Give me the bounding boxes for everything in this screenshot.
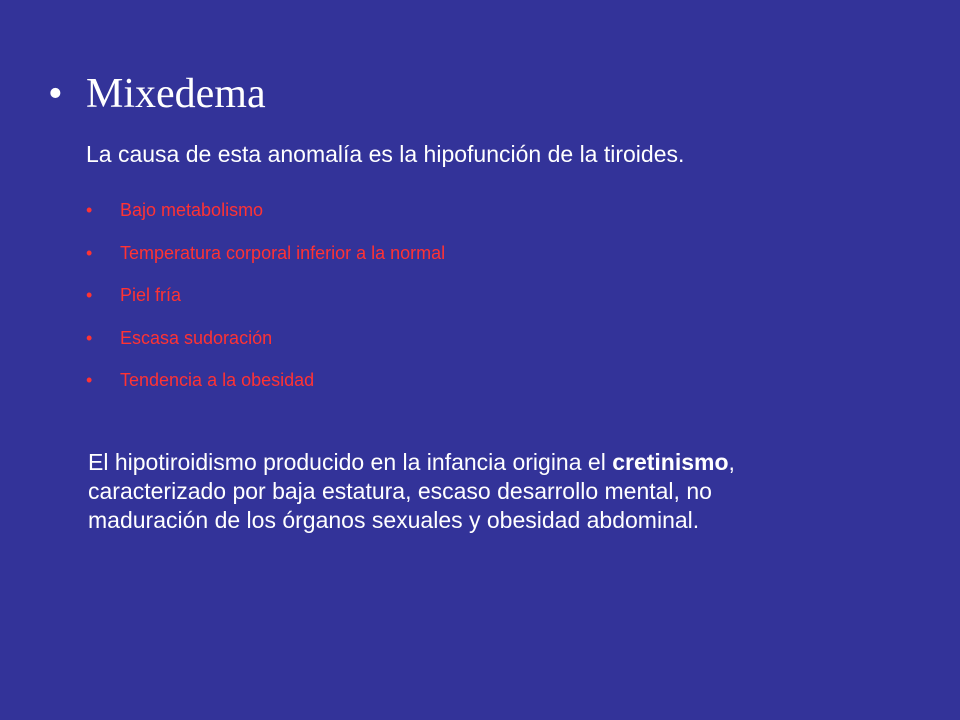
list-item-text: Escasa sudoración — [120, 327, 273, 348]
list-item — [86, 281, 445, 324]
list-bullet: • — [86, 285, 93, 305]
paragraph-line: maduración de los órganos sexuales y obesidad abdominal. — [88, 507, 700, 533]
paragraph-line: caracterizado por baja estatura, escaso desarrollo mental, no — [88, 478, 712, 504]
list-bullet: • — [86, 242, 93, 263]
list-item — [86, 324, 445, 367]
symptoms-list — [86, 196, 445, 409]
list-item — [86, 196, 445, 239]
list-item-text: Piel fría — [120, 285, 182, 305]
list-item-text: Bajo metabolismo — [120, 200, 264, 220]
list-bullet: • — [86, 370, 93, 390]
subtitle: La causa de esta anomalía es la hipofunción de la tiroides. — [86, 141, 685, 167]
paragraph-text: , — [728, 449, 735, 475]
list-bullet: • — [86, 327, 93, 348]
highlighted-term: cretinismo — [612, 449, 729, 475]
cretinism-paragraph — [88, 448, 888, 535]
slide-title — [48, 68, 266, 120]
title-bullet: • — [48, 71, 63, 117]
list-bullet: • — [86, 200, 93, 220]
paragraph-line — [88, 448, 888, 477]
paragraph-text: El hipotiroidismo producido en la infancia origina el — [88, 449, 613, 475]
list-item — [86, 366, 445, 409]
title-text: Mixedema — [86, 71, 266, 117]
list-item-text: Temperatura corporal inferior a la normal — [120, 242, 446, 263]
list-item — [86, 239, 445, 282]
list-item-text: Tendencia a la obesidad — [120, 370, 315, 390]
